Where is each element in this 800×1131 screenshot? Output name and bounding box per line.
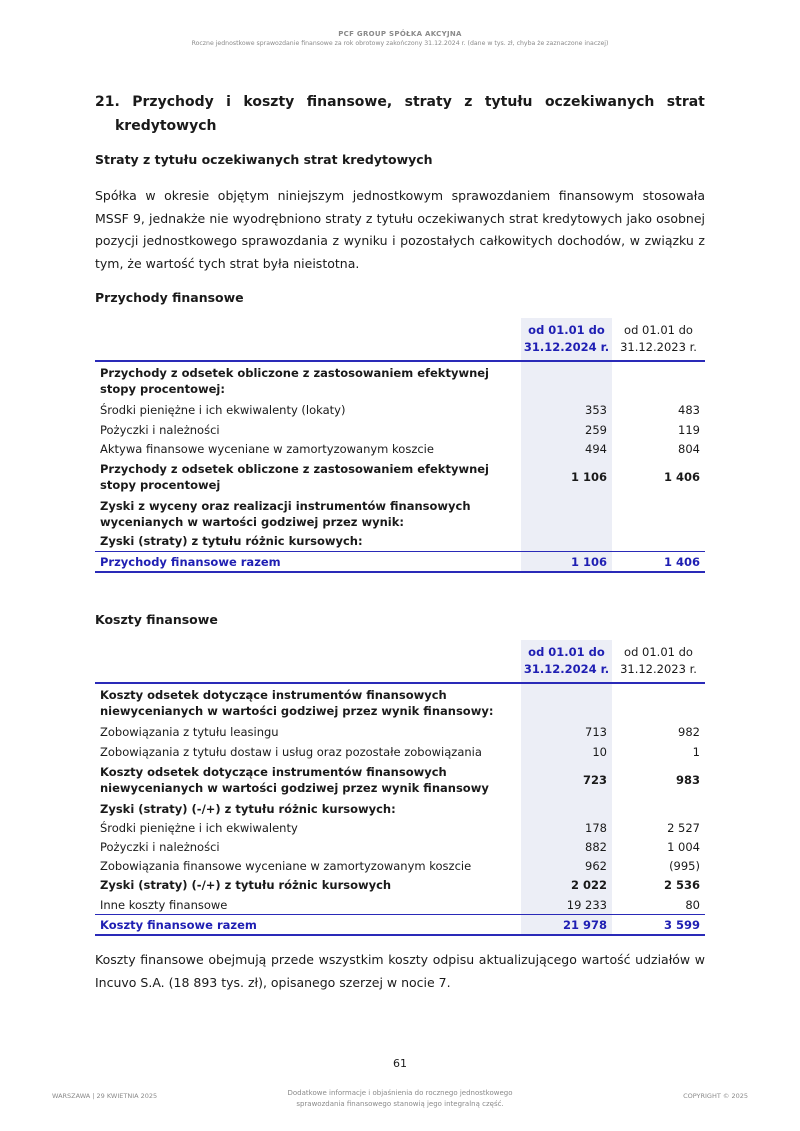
- table-row: Inne koszty finansowe 19 233 80: [95, 895, 705, 914]
- costs-table: [95, 640, 705, 936]
- table-row: Zobowiązania finansowe wyceniane w zamortyzowanym koszcie 962 (995): [95, 856, 705, 875]
- table-row: Zobowiązania z tytułu dostaw i usług oraz pozostałe zobowiązania 10 1: [95, 742, 705, 761]
- title-word: i: [226, 94, 231, 110]
- income-heading: Przychody finansowe: [95, 290, 244, 305]
- title-word: strat: [666, 94, 705, 110]
- table-row: Środki pieniężne i ich ekwiwalenty 178 2 527: [95, 818, 705, 837]
- title-word: z: [464, 94, 473, 110]
- table-row: Zyski (straty) (-/+) z tytułu różnic kursowych:: [95, 799, 705, 818]
- table-header: [95, 640, 705, 682]
- footer-copyright: COPYRIGHT © 2025: [683, 1092, 748, 1100]
- title-word: koszty: [243, 94, 295, 110]
- column-current-period: od 01.01 do 31.12.2024 r.: [521, 318, 612, 360]
- header-subtitle: Roczne jednostkowe sprawozdanie finansowe za rok obrotowy zakończony 31.12.2024 r. (dane w tys. zł, chyba że zaznaczone inaczej): [191, 40, 609, 47]
- table-row: Zobowiązania z tytułu leasingu 713 982: [95, 722, 705, 742]
- title-word: straty: [404, 94, 452, 110]
- column-current-period: od 01.01 do 31.12.2024 r.: [521, 640, 612, 682]
- table-row: Środki pieniężne i ich ekwiwalenty (lokaty) 353 483: [95, 400, 705, 420]
- table-row: Przychody z odsetek obliczone z zastosowaniem efektywnej stopy procentowej:: [95, 362, 705, 400]
- table-row: Aktywa finansowe wyceniane w zamortyzowanym koszcie 494 804: [95, 439, 705, 458]
- header-company: PCF GROUP SPÓŁKA AKCYJNA: [338, 30, 462, 38]
- table-header: [95, 318, 705, 360]
- table-row: Koszty odsetek dotyczące instrumentów finansowych niewycenianych w wartości godziwej przez wynik finansowy:: [95, 684, 705, 722]
- section-number: 21.: [95, 94, 120, 110]
- total-row: Koszty finansowe razem 21 978 3 599: [95, 914, 705, 936]
- table-row: Przychody z odsetek obliczone z zastosowaniem efektywnej stopy procentowej 1 106 1 406: [95, 458, 705, 496]
- title-word: finansowe,: [306, 94, 393, 110]
- table-row: Koszty odsetek dotyczące instrumentów finansowych niewycenianych w wartości godziwej przez wynik finansowy 723 983: [95, 761, 705, 799]
- title-continuation: kredytowych: [115, 118, 217, 134]
- table-row: Zyski (straty) (-/+) z tytułu różnic kursowych 2 022 2 536: [95, 875, 705, 895]
- title-word: oczekiwanych: [544, 94, 655, 110]
- page-number: 61: [393, 1057, 407, 1070]
- costs-heading: Koszty finansowe: [95, 612, 218, 627]
- footer-disclaimer: Dodatkowe informacje i objaśnienia do rocznego jednostkowego sprawozdania finansowego stanowią jego integralną część.: [287, 1089, 513, 1108]
- footer-place-date: WARSZAWA | 29 KWIETNIA 2025: [52, 1092, 158, 1100]
- income-table: [95, 318, 705, 573]
- credit-losses-heading: Straty z tytułu oczekiwanych strat kredytowych: [95, 152, 433, 167]
- table-row: Pożyczki i należności 259 119: [95, 420, 705, 439]
- table-row: Zyski z wyceny oraz realizacji instrumentów finansowych wycenianych w wartości godziwej przez wynik:: [95, 496, 705, 531]
- table-row: Pożyczki i należności 882 1 004: [95, 837, 705, 856]
- column-previous-period: od 01.01 do 31.12.2023 r.: [620, 645, 697, 676]
- column-previous-period: od 01.01 do 31.12.2023 r.: [620, 323, 697, 354]
- section-title: [95, 90, 705, 138]
- title-word: Przychody: [132, 94, 214, 110]
- table-row: Zyski (straty) z tytułu różnic kursowych:: [95, 531, 705, 551]
- title-word: tytułu: [484, 94, 533, 110]
- credit-losses-paragraph: Spółka w okresie objętym niniejszym jednostkowym sprawozdaniem finansowym stosowała MSSF 9, jednakże nie wyodrębniono straty z tytułu oczekiwanych strat kredytowych jako osobnej pozycji jednostkowego sprawozdania z wyniku i pozostałych całkowitych dochodów, w związku z tym, że wartość tych strat była nieistotna.: [95, 188, 705, 271]
- costs-note: Koszty finansowe obejmują przede wszystkim koszty odpisu aktualizującego wartość udziałów w Incuvo S.A. (18 893 tys. zł), opisanego szerzej w nocie 7.: [95, 952, 705, 990]
- total-row: Przychody finansowe razem 1 106 1 406: [95, 551, 705, 573]
